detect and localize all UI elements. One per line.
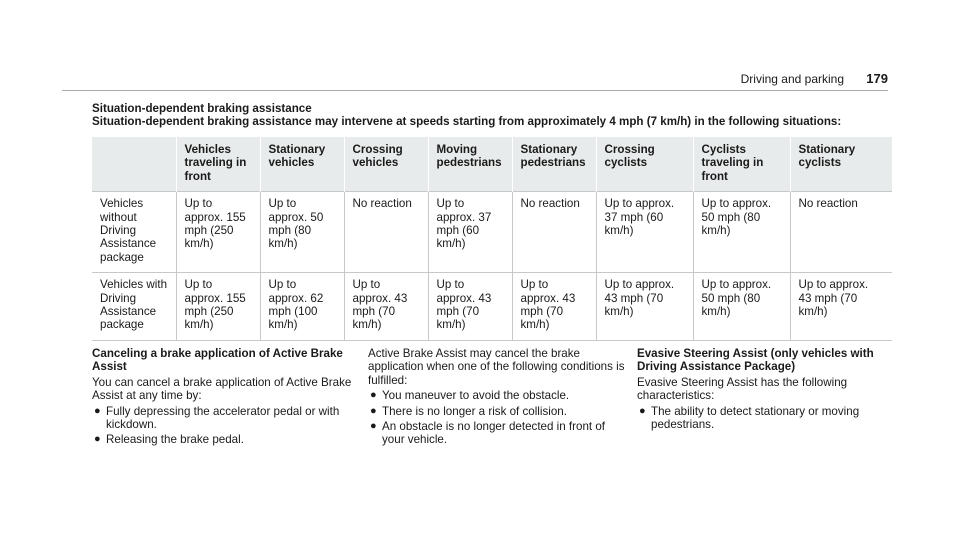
list-item — [92, 405, 354, 432]
list-item-text: Releasing the brake pedal. — [106, 433, 244, 447]
table-cell: Up to approx. 62 mph (100 km/h) — [260, 273, 344, 341]
page-header — [62, 72, 888, 91]
bullet-dot-icon: ● — [639, 404, 646, 417]
evasive-intro: Evasive Steering Assist has the following characteristics: — [637, 375, 848, 403]
table-cell: No reaction — [790, 192, 892, 273]
table-cell: Up to approx. 155 mph (250 km/h) — [176, 192, 260, 273]
list-item — [637, 405, 899, 432]
table-cell: Up to approx. 43 mph (70 km/h) — [512, 273, 596, 341]
table-cell: Up to approx. 37 mph (60 km/h) — [596, 192, 693, 273]
header-cell: Moving pedestrians — [428, 137, 512, 192]
table-cell: Up to approx. 37 mph (60 km/h) — [428, 192, 512, 273]
header-cell: Cyclists traveling in front — [693, 137, 790, 192]
list-item — [368, 389, 630, 402]
cancel-cont-list — [368, 389, 630, 447]
list-item-text: Fully depressing the accelerator pedal or with kickdown. — [106, 404, 340, 432]
cancel-cont-intro: Active Brake Assist may cancel the brake application when one of the following conditions is fulfilled: — [368, 347, 625, 387]
situation-subtitle: Situation-dependent braking assistance may intervene at speeds starting from approximately 4 mph (7 km/h) in the following situations: — [92, 115, 842, 129]
table-cell: Up to approx. 50 mph (80 km/h) — [693, 273, 790, 341]
bullet-dot-icon: ● — [370, 420, 377, 433]
header-cell: Stationary cyclists — [790, 137, 892, 192]
header-cell: Stationary pedestrians — [512, 137, 596, 192]
row-label: Vehicles without Driving Assistance package — [92, 192, 176, 273]
bullet-dot-icon: ● — [94, 404, 101, 417]
bullet-dot-icon: ● — [94, 433, 101, 446]
header-cell: Vehicles traveling in front — [176, 137, 260, 192]
list-item — [368, 405, 630, 418]
table-row — [92, 273, 892, 341]
list-item — [92, 433, 354, 446]
list-item-text: An obstacle is no longer detected in front of your vehicle. — [382, 420, 605, 447]
page-number: 179 — [866, 71, 888, 86]
table-cell: Up to approx. 43 mph (70 km/h) — [596, 273, 693, 341]
table-header-row — [92, 137, 892, 192]
header-cell: Stationary vehicles — [260, 137, 344, 192]
header-cell — [92, 137, 176, 192]
table-cell: Up to approx. 43 mph (70 km/h) — [428, 273, 512, 341]
braking-speed-table — [92, 137, 892, 341]
header-cell: Crossing vehicles — [344, 137, 428, 192]
cancel-intro: You can cancel a brake application of Active Brake Assist at any time by: — [92, 375, 352, 403]
table-row — [92, 192, 892, 273]
table-cell: Up to approx. 50 mph (80 km/h) — [693, 192, 790, 273]
list-item-text: You maneuver to avoid the obstacle. — [382, 389, 570, 403]
cancel-heading: Canceling a brake application of Active Brake Assist — [92, 347, 343, 374]
cancel-list — [92, 405, 354, 447]
table-cell: Up to approx. 43 mph (70 km/h) — [790, 273, 892, 341]
list-item-text: There is no longer a risk of collision. — [382, 404, 567, 418]
situation-title: Situation-dependent braking assistance — [92, 102, 312, 115]
bullet-dot-icon: ● — [370, 404, 377, 417]
list-item — [368, 420, 630, 447]
cancel-section — [92, 347, 354, 449]
table-cell: No reaction — [512, 192, 596, 273]
table-cell: Up to approx. 50 mph (80 km/h) — [260, 192, 344, 273]
table-cell: No reaction — [344, 192, 428, 273]
evasive-heading: Evasive Steering Assist (only vehicles with Driving Assistance Package) — [637, 347, 874, 374]
evasive-list — [637, 405, 899, 432]
section-title: Driving and parking — [740, 72, 844, 86]
table-cell: Up to approx. 155 mph (250 km/h) — [176, 273, 260, 341]
header-cell: Crossing cyclists — [596, 137, 693, 192]
row-label: Vehicles with Driving Assistance package — [92, 273, 176, 341]
situation-heading — [92, 102, 892, 129]
table-cell: Up to approx. 43 mph (70 km/h) — [344, 273, 428, 341]
bullet-dot-icon: ● — [370, 389, 377, 402]
evasive-section — [637, 347, 899, 433]
list-item-text: The ability to detect stationary or moving pedestrians. — [651, 404, 860, 432]
cancel-continued-section — [368, 347, 630, 449]
